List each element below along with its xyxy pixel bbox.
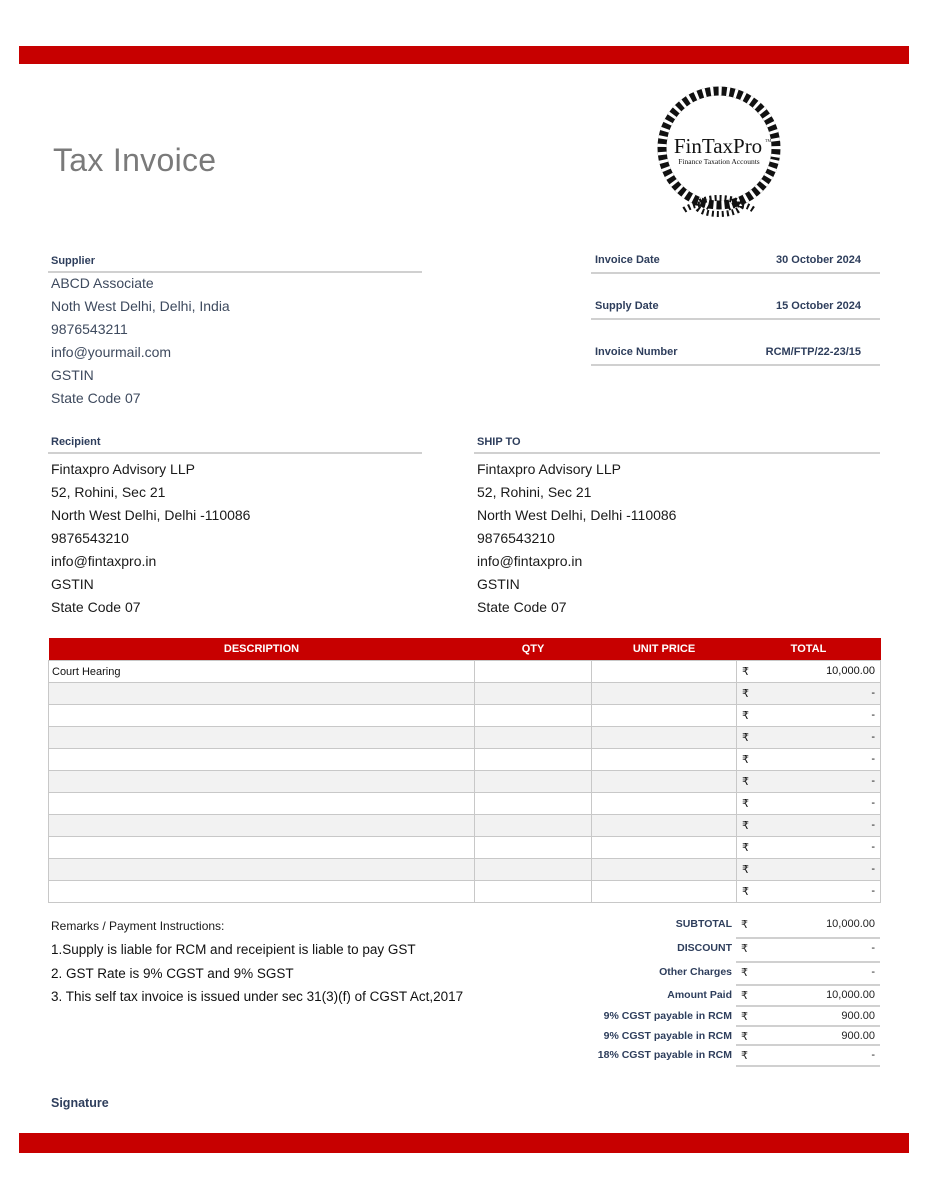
invoice-number-row: [591, 342, 880, 366]
rupee-icon: ₹: [741, 1031, 748, 1043]
item-total-cell: [737, 859, 881, 881]
item-qty: [475, 661, 592, 683]
item-total: -: [871, 885, 875, 897]
summary-label: Other Charges: [659, 966, 732, 978]
table-row: [49, 837, 881, 859]
item-qty: [475, 705, 592, 727]
summary-value-box: [736, 939, 880, 963]
item-total: -: [871, 797, 875, 809]
invoice-date-row: [591, 250, 880, 274]
ship-to-divider: [474, 452, 880, 454]
summary-value: -: [871, 966, 875, 978]
item-unit-price: [592, 749, 737, 771]
item-unit-price: [592, 683, 737, 705]
rupee-icon: ₹: [741, 1011, 748, 1023]
item-unit-price: [592, 793, 737, 815]
item-unit-price: [592, 815, 737, 837]
recipient-divider: [48, 452, 422, 454]
summary-value: 10,000.00: [826, 989, 875, 1001]
item-total-cell: [737, 661, 881, 683]
table-row: [49, 815, 881, 837]
ship-to-state-code: State Code 07: [477, 599, 567, 615]
invoice-date-label: Invoice Date: [595, 254, 660, 266]
summary-row: [560, 986, 880, 1007]
item-total-cell: [737, 727, 881, 749]
item-unit-price: [592, 661, 737, 683]
table-header-row: [49, 638, 881, 661]
item-total-cell: [737, 881, 881, 903]
ship-to-gstin: GSTIN: [477, 576, 520, 592]
item-total: 10,000.00: [826, 665, 875, 677]
item-qty: [475, 881, 592, 903]
item-total: -: [871, 863, 875, 875]
summary-row: [560, 1007, 880, 1027]
top-accent-bar: [19, 46, 909, 64]
rupee-icon: ₹: [742, 732, 749, 744]
item-description: [49, 837, 475, 859]
summary-row: [560, 939, 880, 963]
item-unit-price: [592, 705, 737, 727]
rupee-icon: ₹: [742, 688, 749, 700]
item-unit-price: [592, 771, 737, 793]
summary-label: 9% CGST payable in RCM: [603, 1010, 732, 1022]
bottom-accent-bar: [19, 1133, 909, 1153]
recipient-gstin: GSTIN: [51, 576, 94, 592]
item-total-cell: [737, 793, 881, 815]
item-total-cell: [737, 683, 881, 705]
item-total: -: [871, 775, 875, 787]
summary-value: -: [871, 1049, 875, 1061]
table-row: [49, 727, 881, 749]
invoice-number-label: Invoice Number: [595, 346, 678, 358]
supplier-name: ABCD Associate: [51, 275, 154, 291]
table-row: [49, 771, 881, 793]
summary-value-box: [736, 986, 880, 1007]
summary-label: SUBTOTAL: [675, 918, 732, 930]
item-unit-price: [592, 881, 737, 903]
supply-date-row: [591, 296, 880, 320]
ship-to-city: North West Delhi, Delhi -110086: [477, 507, 677, 523]
rupee-icon: ₹: [742, 754, 749, 766]
recipient-state-code: State Code 07: [51, 599, 141, 615]
col-header-description: DESCRIPTION: [49, 638, 475, 661]
supplier-state-code: State Code 07: [51, 390, 141, 406]
item-qty: [475, 749, 592, 771]
item-unit-price: [592, 837, 737, 859]
summary-row: [560, 1027, 880, 1046]
table-row: [49, 793, 881, 815]
logo-tagline: Finance Taxation Accounts: [678, 157, 760, 166]
recipient-street: 52, Rohini, Sec 21: [51, 484, 166, 500]
rupee-icon: ₹: [742, 666, 749, 678]
item-total: -: [871, 709, 875, 721]
ship-to-phone: 9876543210: [477, 530, 555, 546]
item-description: [49, 881, 475, 903]
rupee-icon: ₹: [742, 776, 749, 788]
rupee-icon: ₹: [742, 864, 749, 876]
item-total: -: [871, 841, 875, 853]
item-qty: [475, 793, 592, 815]
summary-label: Amount Paid: [667, 989, 732, 1001]
summary-value-box: [736, 963, 880, 986]
item-description: [49, 727, 475, 749]
table-row: [49, 749, 881, 771]
note-item: 3. This self tax invoice is issued under sec 31(3)(f) of CGST Act,2017: [51, 989, 464, 1004]
item-description: [49, 771, 475, 793]
item-total-cell: [737, 837, 881, 859]
item-qty: [475, 771, 592, 793]
item-total-cell: [737, 749, 881, 771]
item-description: [49, 683, 475, 705]
fintaxpro-logo: [648, 82, 790, 224]
item-qty: [475, 683, 592, 705]
item-qty: [475, 815, 592, 837]
rupee-icon: ₹: [741, 990, 748, 1002]
ship-to-label: SHIP TO: [477, 436, 521, 448]
ship-to-email: info@fintaxpro.in: [477, 553, 583, 569]
table-row: [49, 661, 881, 683]
payment-notes: [51, 940, 463, 1011]
supplier-gstin: GSTIN: [51, 367, 94, 383]
summary-value-box: [736, 1007, 880, 1027]
remarks-title: Remarks / Payment Instructions:: [51, 919, 225, 933]
summary-label: 18% CGST payable in RCM: [597, 1049, 732, 1061]
svg-text:TM: TM: [765, 138, 771, 143]
summary-row: [560, 915, 880, 939]
col-header-unit-price: UNIT PRICE: [592, 638, 737, 661]
item-qty: [475, 727, 592, 749]
ship-to-details: [477, 458, 676, 619]
supplier-details: [51, 272, 230, 410]
summary-row: [560, 1046, 880, 1067]
item-total: -: [871, 753, 875, 765]
table-row: [49, 859, 881, 881]
summary-value: 10,000.00: [826, 918, 875, 930]
supply-date-value: 15 October 2024: [776, 300, 861, 312]
rupee-icon: ₹: [742, 842, 749, 854]
recipient-details: [51, 458, 250, 619]
summary-value-box: [736, 1046, 880, 1067]
rupee-icon: ₹: [742, 886, 749, 898]
item-total: -: [871, 687, 875, 699]
item-description: [49, 815, 475, 837]
note-item: 1.Supply is liable for RCM and receipient is liable to pay GST: [51, 942, 416, 957]
item-total: -: [871, 731, 875, 743]
line-items-table: [48, 638, 881, 903]
col-header-qty: QTY: [475, 638, 592, 661]
rupee-icon: ₹: [741, 919, 748, 931]
summary-value: 900.00: [841, 1010, 875, 1022]
invoice-date-value: 30 October 2024: [776, 254, 861, 266]
rupee-icon: ₹: [742, 798, 749, 810]
item-total-cell: [737, 705, 881, 727]
item-total-cell: [737, 815, 881, 837]
item-description: [49, 749, 475, 771]
item-description: Court Hearing: [49, 661, 475, 683]
recipient-phone: 9876543210: [51, 530, 129, 546]
item-unit-price: [592, 859, 737, 881]
ship-to-name: Fintaxpro Advisory LLP: [477, 461, 621, 477]
item-description: [49, 705, 475, 727]
item-total: -: [871, 819, 875, 831]
signature-label: Signature: [51, 1096, 109, 1110]
summary-label: DISCOUNT: [677, 942, 732, 954]
recipient-label: Recipient: [51, 436, 101, 448]
rupee-icon: ₹: [741, 943, 748, 955]
rupee-icon: ₹: [742, 710, 749, 722]
table-row: [49, 881, 881, 903]
summary-row: [560, 963, 880, 986]
item-qty: [475, 859, 592, 881]
page-title: Tax Invoice: [53, 142, 217, 178]
recipient-name: Fintaxpro Advisory LLP: [51, 461, 195, 477]
summary-value-box: [736, 1027, 880, 1046]
rupee-icon: ₹: [742, 820, 749, 832]
recipient-email: info@fintaxpro.in: [51, 553, 157, 569]
supplier-address: Noth West Delhi, Delhi, India: [51, 298, 230, 314]
table-row: [49, 705, 881, 727]
item-total-cell: [737, 771, 881, 793]
logo-brand-text: FinTaxPro: [673, 134, 763, 158]
rupee-icon: ₹: [741, 967, 748, 979]
table-row: [49, 683, 881, 705]
rupee-icon: ₹: [741, 1050, 748, 1062]
supplier-email: info@yourmail.com: [51, 344, 172, 360]
recipient-city: North West Delhi, Delhi -110086: [51, 507, 251, 523]
supplier-label: Supplier: [51, 255, 96, 267]
supplier-phone: 9876543211: [51, 321, 128, 337]
col-header-total: TOTAL: [737, 638, 881, 661]
item-unit-price: [592, 727, 737, 749]
ship-to-street: 52, Rohini, Sec 21: [477, 484, 592, 500]
note-item: 2. GST Rate is 9% CGST and 9% SGST: [51, 965, 294, 981]
summary-value: -: [871, 942, 875, 954]
summary-value-box: [736, 915, 880, 939]
item-description: [49, 859, 475, 881]
summary-value: 900.00: [841, 1030, 875, 1042]
item-qty: [475, 837, 592, 859]
supply-date-label: Supply Date: [595, 300, 659, 312]
summary-label: 9% CGST payable in RCM: [603, 1030, 732, 1042]
item-description: [49, 793, 475, 815]
invoice-number-value: RCM/FTP/22-23/15: [765, 346, 861, 358]
